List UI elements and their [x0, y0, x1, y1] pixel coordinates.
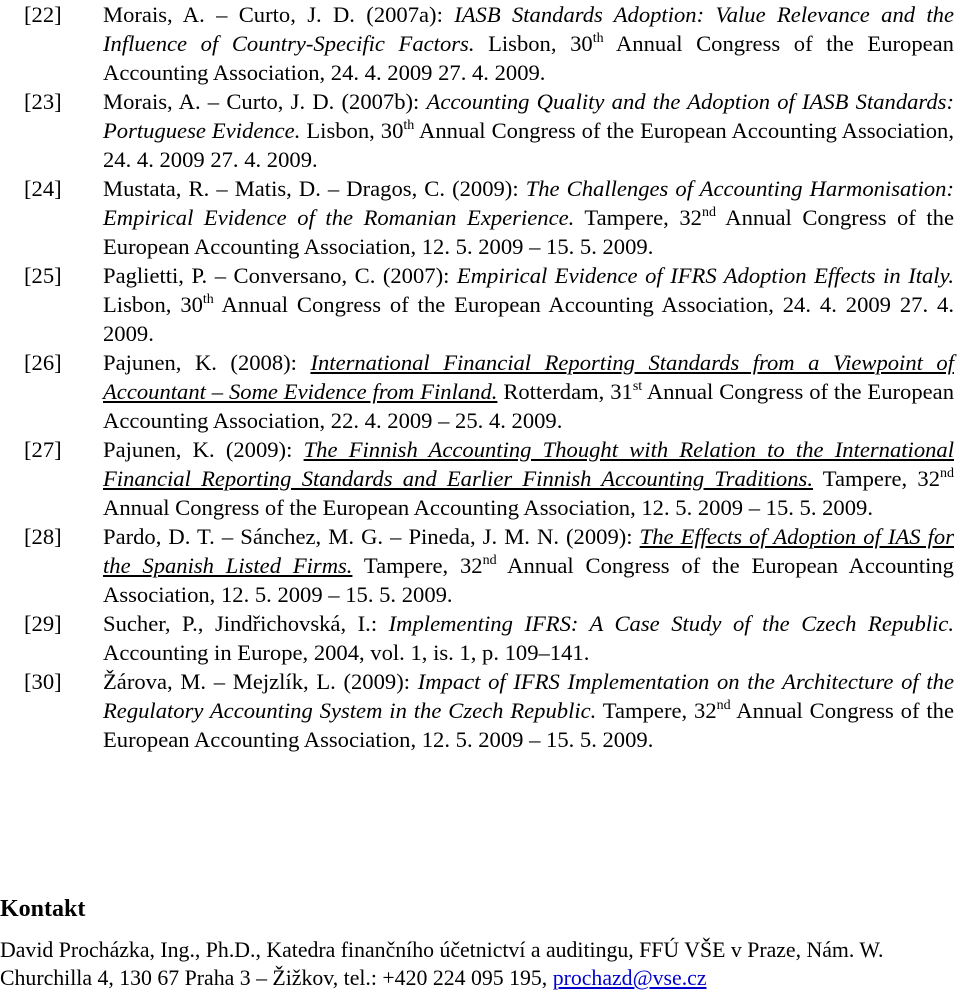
reference-number: [25] — [24, 263, 62, 288]
reference-item — [24, 174, 954, 261]
ref-venue: Rotterdam, 31 — [497, 379, 633, 404]
reference-number: [27] — [24, 437, 62, 462]
ref-authors: Sucher, P., Jindřichovská, I.: — [103, 611, 389, 636]
reference-item — [24, 522, 954, 609]
ref-venue: Tampere, 32 — [574, 205, 702, 230]
ref-title: The Challenges of Accounting Harmonisation: Empirical Evidence of the Romanian Experience. — [103, 176, 954, 230]
reference-item — [24, 609, 954, 667]
ref-ordinal: nd — [716, 698, 731, 713]
ref-venue: Tampere, 32 — [812, 466, 940, 491]
ref-venue-rest: Annual Congress of the European Accounting Association, 12. 5. 2009 – 15. 5. 2009. — [103, 553, 954, 607]
reference-item — [24, 0, 954, 87]
ref-venue-rest: Annual Congress of the European Accounting Association, 24. 4. 2009 27. 4. 2009. — [103, 292, 954, 346]
ref-venue-rest: Annual Congress of the European Accounting Association, 12. 5. 2009 – 15. 5. 2009. — [103, 495, 873, 520]
ref-venue: Tampere, 32 — [596, 698, 717, 723]
reference-item — [24, 667, 954, 754]
ref-title: Empirical Evidence of IFRS Adoption Effects in Italy. — [456, 263, 954, 288]
reference-text — [103, 261, 954, 348]
ref-venue: Lisbon, 30 — [300, 118, 404, 143]
reference-number: [24] — [24, 176, 62, 201]
reference-number: [29] — [24, 611, 62, 636]
contact-details — [0, 936, 960, 992]
ref-authors: Mustata, R. – Matis, D. – Dragos, C. (2009): — [103, 176, 526, 201]
ref-title: Implementing IFRS: A Case Study of the Czech Republic. — [388, 611, 954, 636]
ref-authors: Pajunen, K. (2008): — [103, 350, 311, 375]
ref-authors: Žárova, M. – Mejzlík, L. (2009): — [103, 669, 418, 694]
reference-text — [103, 667, 954, 754]
reference-text — [103, 174, 954, 261]
ref-authors: Morais, A. – Curto, J. D. (2007b): — [103, 89, 427, 114]
ref-venue: Lisbon, 30 — [474, 31, 593, 56]
ref-venue-rest: Annual Congress of the European Accounting Association, 24. 4. 2009 27. 4. 2009. — [103, 118, 954, 172]
ref-title: Accounting Quality and the Adoption of IASB Standards: Portuguese Evidence. — [103, 89, 954, 143]
ref-title: The Effects of Adoption of IAS for the Spanish Listed Firms. — [103, 524, 954, 578]
reference-item — [24, 87, 954, 174]
reference-item — [24, 435, 954, 522]
email-link[interactable]: prochazd@vse.cz — [552, 966, 707, 990]
ref-venue: Tampere, 32 — [352, 553, 483, 578]
reference-text — [103, 87, 954, 174]
reference-text — [103, 348, 954, 435]
reference-item — [24, 348, 954, 435]
reference-text — [103, 435, 954, 522]
ref-authors: Pardo, D. T. – Sánchez, M. G. – Pineda, J. M. N. (2009): — [103, 524, 640, 549]
contact-text: David Procházka, Ing., Ph.D., Katedra finančního účetnictví a auditingu, FFÚ VŠE v Praze, Nám. W. Churchilla 4, 130 67 Praha 3 – Žižkov, tel.: +420 224 095 195, — [0, 938, 884, 990]
ref-venue-rest: Annual Congress of the European Accounting Association, 24. 4. 2009 27. 4. 2009. — [103, 31, 954, 85]
ref-venue: Lisbon, 30 — [103, 292, 203, 317]
reference-number: [22] — [24, 2, 62, 27]
ref-title: The Finnish Accounting Thought with Relation to the International Financial Reporting Standards and Earlier Finnish Accounting Traditions. — [103, 437, 954, 491]
ref-ordinal: th — [403, 118, 415, 133]
ref-ordinal: nd — [701, 205, 716, 220]
reference-text — [103, 522, 954, 609]
reference-list — [24, 0, 954, 754]
ref-venue: Accounting in Europe, 2004, vol. 1, is. 1, p. 109–141. — [103, 640, 590, 665]
ref-ordinal: nd — [482, 553, 497, 568]
reference-text — [103, 609, 954, 667]
reference-item — [24, 261, 954, 348]
ref-authors: Pajunen, K. (2009): — [103, 437, 304, 462]
contact-heading: Kontakt — [0, 896, 86, 922]
reference-number: [28] — [24, 524, 62, 549]
reference-text — [103, 0, 954, 87]
ref-venue-rest: Annual Congress of the European Accounting Association, 12. 5. 2009 – 15. 5. 2009. — [103, 698, 954, 752]
reference-number: [30] — [24, 669, 62, 694]
ref-ordinal: th — [592, 31, 604, 46]
ref-title: IASB Standards Adoption: Value Relevance and the Influence of Country-Specific Factors. — [103, 2, 954, 56]
reference-number: [23] — [24, 89, 62, 114]
ref-ordinal: nd — [940, 466, 954, 481]
ref-title: International Financial Reporting Standards from a Viewpoint of Accountant – Some Evidence from Finland. — [103, 350, 954, 404]
ref-ordinal: th — [202, 292, 214, 307]
ref-venue-rest: Annual Congress of the European Accounting Association, 12. 5. 2009 – 15. 5. 2009. — [103, 205, 954, 259]
ref-authors: Paglietti, P. – Conversano, C. (2007): — [103, 263, 457, 288]
ref-authors: Morais, A. – Curto, J. D. (2007a): — [103, 2, 455, 27]
ref-title: Impact of IFRS Implementation on the Architecture of the Regulatory Accounting System in the Czech Republic. — [103, 669, 954, 723]
reference-number: [26] — [24, 350, 62, 375]
ref-ordinal: st — [632, 379, 643, 394]
ref-venue-rest: Annual Congress of the European Accounting Association, 22. 4. 2009 – 25. 4. 2009. — [103, 379, 954, 433]
